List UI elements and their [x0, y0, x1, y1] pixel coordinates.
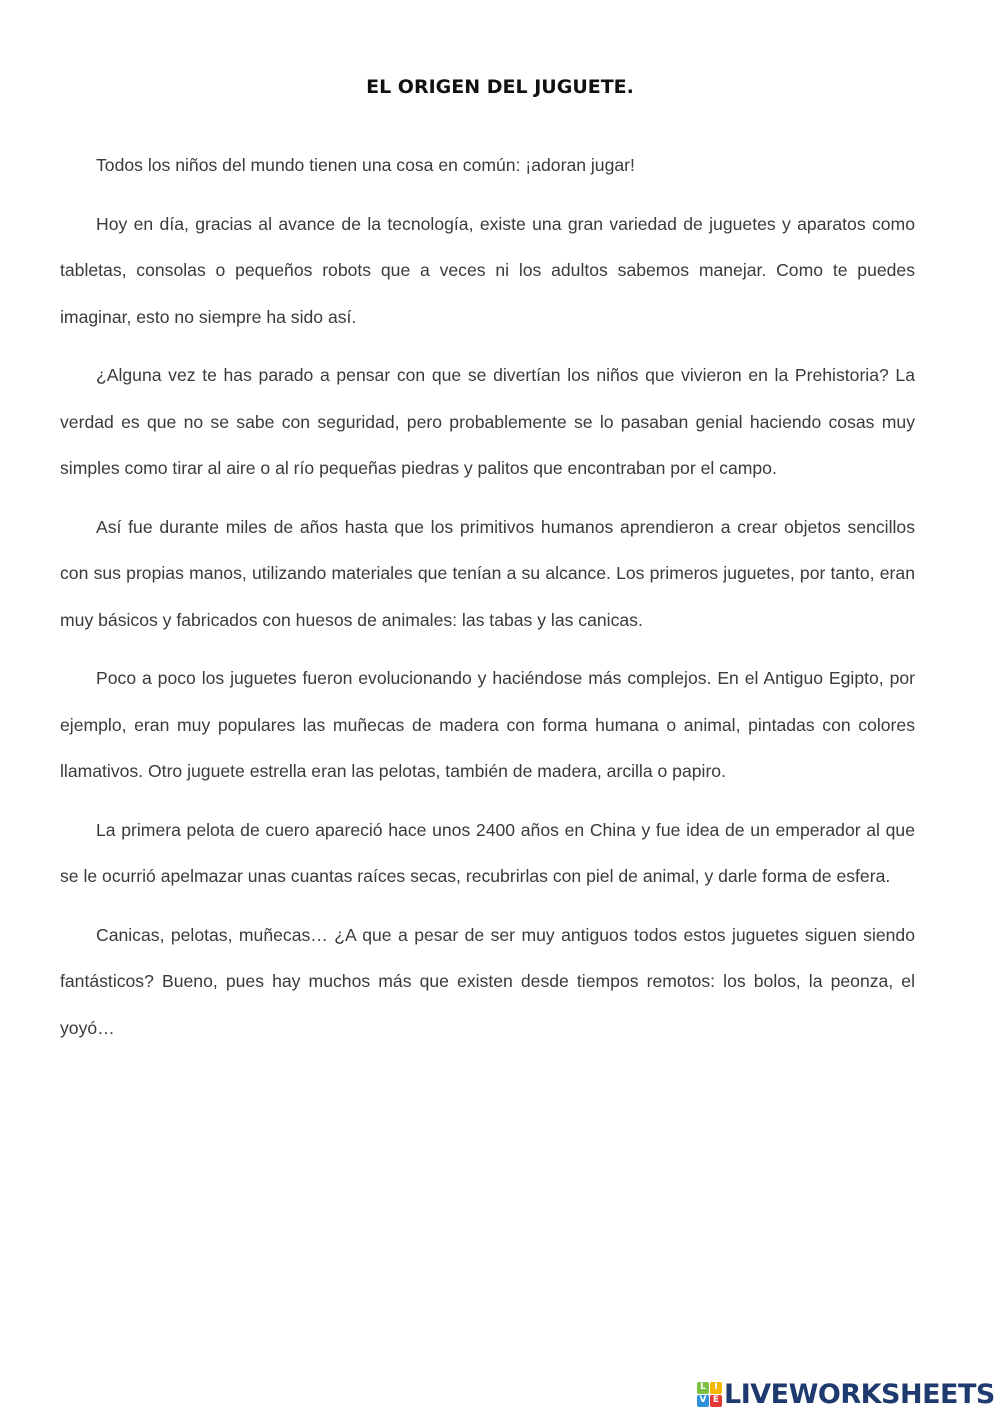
paragraph-ancient-egypt: Poco a poco los juguetes fueron evolucionando y haciéndose más complejos. En el Antiguo Egipto, por ejemplo, eran muy populares las muñecas de madera con forma humana o animal, pintadas con colores llamativos. Otro juguete estrella eran las pelotas, también de madera, arcilla o papiro. [60, 668, 915, 781]
liveworksheets-logo [697, 1378, 995, 1410]
logo-wordmark: LIVEWORKSHEETS [724, 1378, 995, 1410]
document-body [60, 142, 915, 1063]
logo-block-i: I [710, 1382, 722, 1394]
live-blocks-icon [697, 1382, 722, 1407]
paragraph-conclusion: Canicas, pelotas, muñecas… ¿A que a pesar de ser muy antiguos todos estos juguetes siguen siendo fantásticos? Bueno, pues hay muchos más que existen desde tiempos remotos: los bolos, la peonza, el yoyó… [60, 924, 915, 1038]
logo-block-v: V [697, 1395, 709, 1407]
paragraph-technology: Hoy en día, gracias al avance de la tecnología, existe una gran variedad de juguetes y aparatos como tabletas, consolas o pequeños robots que a veces ni los adultos sabemos manejar. Como te puedes imaginar, esto no siempre ha sido así. [60, 213, 915, 327]
paragraph-first-toys: Así fue durante miles de años hasta que los primitivos humanos aprendieron a crear objetos sencillos con sus propias manos, utilizando materiales que tenían a su alcance. Los primeros juguetes, por tanto, eran muy básicos y fabricados con huesos de animales: las tabas y las canicas. [60, 516, 915, 630]
paragraph-leather-ball: La primera pelota de cuero apareció hace unos 2400 años en China y fue idea de un emperador al que se le ocurrió apelmazar unas cuantas raíces secas, recubrirlas con piel de animal, y darle forma de esfera. [60, 819, 915, 886]
logo-block-e: E [710, 1395, 722, 1407]
document-title: EL ORIGEN DEL JUGUETE. [366, 76, 634, 98]
logo-block-l: L [697, 1382, 709, 1394]
paragraph-prehistory: ¿Alguna vez te has parado a pensar con que se divertían los niños que vivieron en la Prehistoria? La verdad es que no se sabe con seguridad, pero probablemente se lo pasaban genial haciendo cosas muy simples como tirar al aire o al río pequeñas piedras y palitos que encontraban por el campo. [60, 365, 915, 478]
paragraph-intro: Todos los niños del mundo tienen una cosa en común: ¡adoran jugar! [96, 155, 635, 175]
